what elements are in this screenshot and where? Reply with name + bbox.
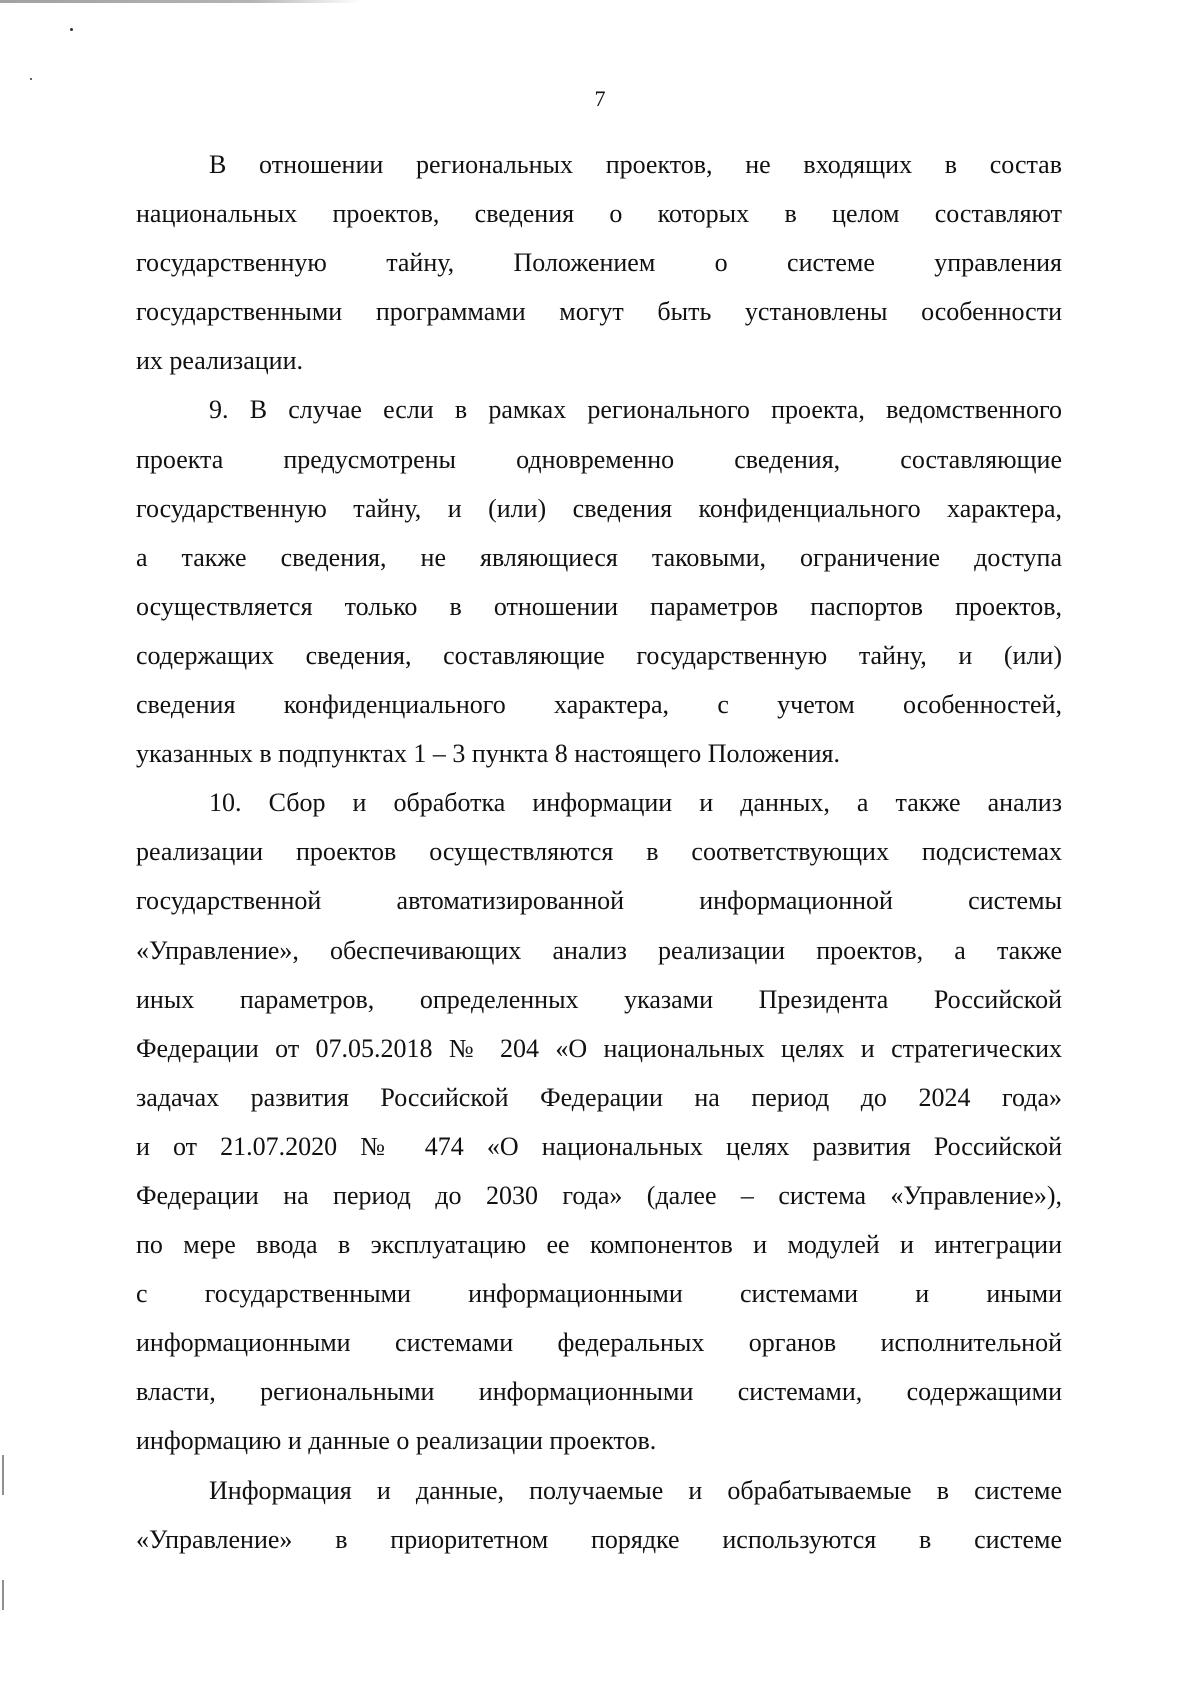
text-line: В отношении региональных проектов, не входящих в состав — [209, 150, 1062, 179]
text-line: информацию и данные о реализации проектов. — [136, 1426, 657, 1456]
text-line: национальных проектов, сведения о которых в целом составляют — [136, 199, 1062, 229]
text-line: указанных в подпунктах 1 – 3 пункта 8 настоящего Положения. — [136, 739, 840, 769]
text-line: их реализации. — [136, 346, 303, 376]
text-line: содержащих сведения, составляющие государственную тайну, и (или) — [136, 640, 1062, 670]
text-line: по мере ввода в эксплуатацию ее компонентов и модулей и интеграции — [136, 1230, 1062, 1260]
text-line: сведения конфиденциального характера, с учетом особенностей, — [136, 690, 1062, 720]
scan-speck — [30, 78, 32, 80]
text-line: а также сведения, не являющиеся таковыми, ограничение доступа — [136, 542, 1062, 572]
text-line: реализации проектов осуществляются в соответствующих подсистемах — [136, 837, 1062, 867]
text-line: задачах развития Российской Федерации на период до 2024 года» — [136, 1082, 1062, 1112]
document-body — [136, 140, 1062, 1564]
paragraph-item-10 — [136, 778, 1062, 1465]
text-line: осуществляется только в отношении параметров паспортов проектов, — [136, 591, 1062, 621]
text-line: власти, региональными информационными системами, содержащими — [136, 1377, 1062, 1407]
text-line: 9. В случае если в рамках регионального проекта, ведомственного — [209, 395, 1062, 425]
text-line: Федерации от 07.05.2018 № 204 «О национальных целях и стратегических — [136, 1033, 1062, 1063]
text-line: государственную тайну, Положением о системе управления — [136, 248, 1062, 278]
text-line: и от 21.07.2020 № 474 «О национальных целях развития Российской — [136, 1131, 1062, 1161]
text-line: проекта предусмотрены одновременно сведения, составляющие — [136, 444, 1062, 474]
scan-edge-mark — [2, 1580, 4, 1610]
scan-edge-mark — [2, 1455, 4, 1495]
text-line: государственными программами могут быть установлены особенности — [136, 297, 1062, 327]
text-line: информационными системами федеральных органов исполнительной — [136, 1328, 1062, 1358]
text-line: Информация и данные, получаемые и обрабатываемые в системе — [209, 1475, 1062, 1505]
text-line: государственной автоматизированной информационной системы — [136, 886, 1062, 916]
scan-speck — [70, 28, 73, 31]
paragraph-item-9 — [136, 385, 1062, 778]
text-line: государственную тайну, и (или) сведения конфиденциального характера, — [136, 493, 1062, 523]
text-line: «Управление», обеспечивающих анализ реализации проектов, а также — [136, 935, 1062, 965]
text-line: с государственными информационными системами и иными — [136, 1279, 1062, 1309]
scan-artifact-top — [0, 0, 360, 3]
text-line: Федерации на период до 2030 года» (далее – система «Управление»), — [136, 1180, 1062, 1210]
page-number: 7 — [594, 86, 606, 111]
text-line: «Управление» в приоритетном порядке используются в системе — [136, 1524, 1062, 1554]
text-line: иных параметров, определенных указами Президента Российской — [136, 984, 1062, 1014]
text-line: 10. Сбор и обработка информации и данных, а также анализ — [209, 788, 1062, 818]
paragraph-information-data — [136, 1466, 1062, 1564]
paragraph-region-projects — [136, 140, 1062, 385]
